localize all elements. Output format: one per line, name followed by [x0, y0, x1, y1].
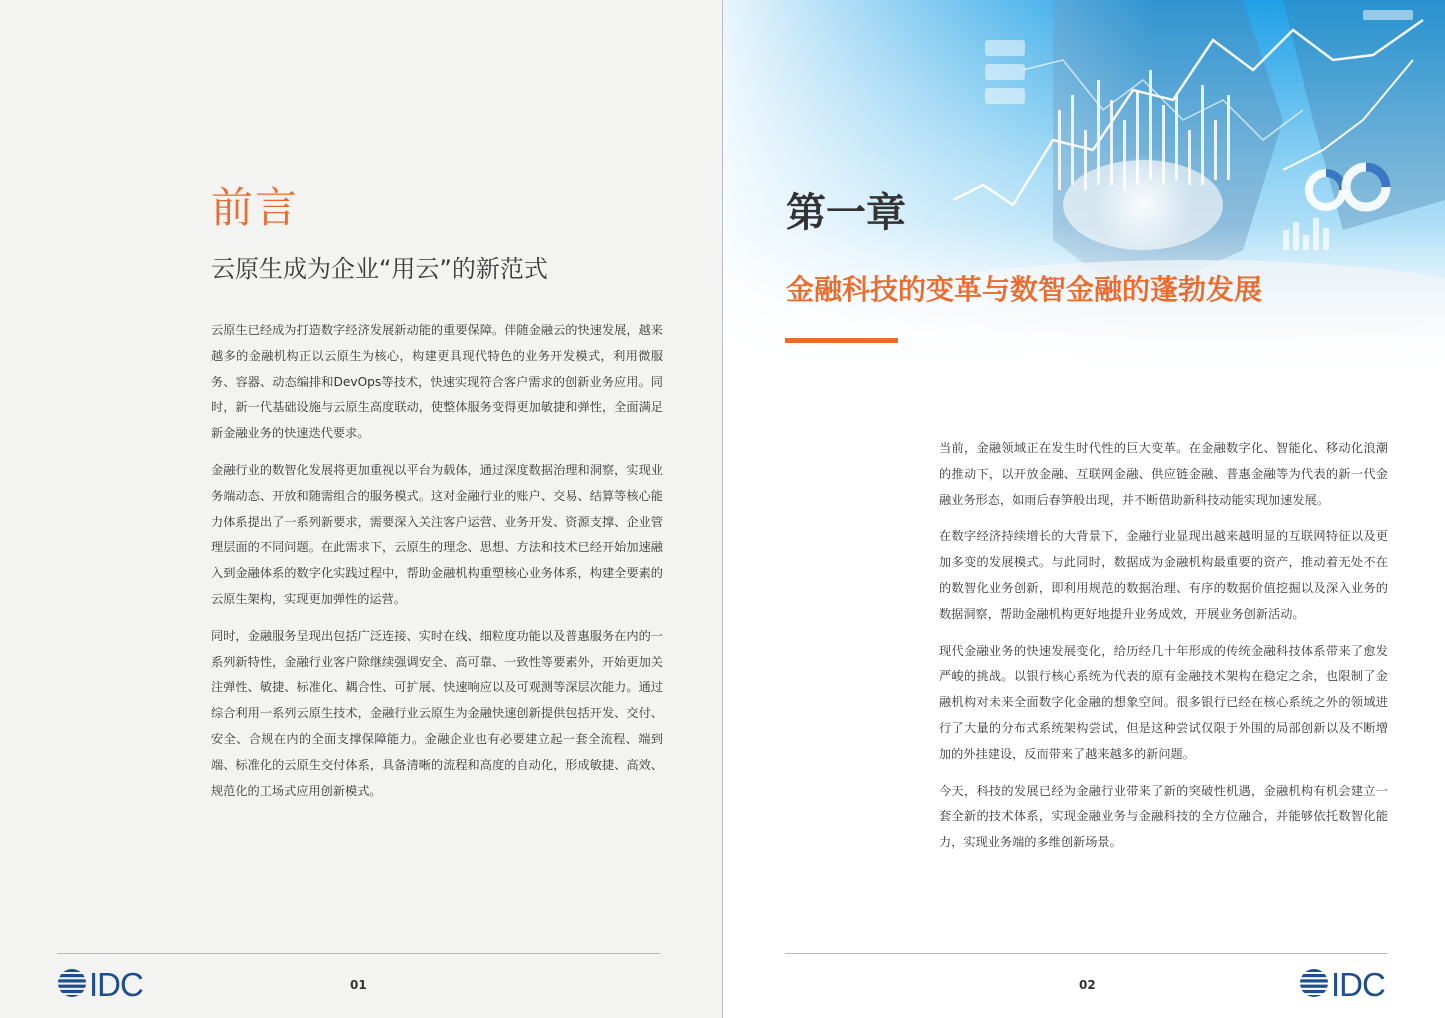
- footer-divider: [785, 953, 1388, 954]
- footer-divider: [57, 953, 660, 954]
- left-page: [0, 0, 722, 1018]
- preface-title: 前言: [211, 183, 300, 232]
- chapter-paragraph-2: 在数字经济持续增长的大背景下，金融行业显现出越来越明显的互联网特征以及更加多变的发展模式。与此同时，数据成为金融机构最重要的资产，推动着无处不在的数智化业务创新，即利用规范的数据治理、有序的数据价值挖掘以及深入业务的数据洞察，帮助金融机构更好地提升业务成效，开展业务创新活动。: [939, 529, 1388, 621]
- page-number: 02: [1079, 978, 1096, 992]
- idc-logo: [57, 968, 143, 1002]
- chapter-accent-bar: [785, 338, 898, 343]
- page-number: 01: [350, 978, 367, 992]
- chapter-paragraph-1: 当前，金融领域正在发生时代性的巨大变革。在金融数字化、智能化、移动化浪潮的推动下，以开放金融、互联网金融、供应链金融、普惠金融等为代表的新一代金融业务形态，如雨后春笋般出现，并不断借助新科技动能实现加速发展。: [939, 441, 1388, 507]
- chapter-title: 金融科技的变革与数智金融的蓬勃发展: [786, 273, 1263, 306]
- idc-logo-text: IDC: [1331, 966, 1385, 1003]
- chapter-paragraph-4: 今天，科技的发展已经为金融行业带来了新的突破性机遇，金融机构有机会建立一套全新的技术体系，实现金融业务与金融科技的全方位融合，并能够依托数智化能力，实现业务端的多维创新场景。: [939, 783, 1388, 850]
- chapter-paragraph-3: 现代金融业务的快速发展变化，给历经几十年形成的传统金融科技体系带来了愈发严峻的挑战。以银行核心系统为代表的原有金融技术架构在稳定之余，也限制了金融机构对未来全面数字化金融的想象空间。很多银行已经在核心系统之外的领域进行了大量的分布式系统架构尝试，但是这种尝试仅限于外围的局部创新以及不断增加的外挂建设，反而带来了越来越多的新问题。: [939, 643, 1388, 761]
- preface-body: [211, 318, 663, 815]
- idc-globe-logo-icon: [57, 968, 87, 1002]
- preface-paragraph-2: 金融行业的数智化发展将更加重视以平台为载体，通过深度数据治理和洞察，实现业务端动态、开放和随需组合的服务模式。这对金融行业的账户、交易、结算等核心能力体系提出了一系列新要求，需要深入关注客户运营、业务开发、资源支撑、企业管理层面的不同问题。在此需求下，云原生的理念、思想、方法和技术已经开始加速融入到金融体系的数字化实践过程中，帮助金融机构重塑核心业务体系，构建全要素的云原生架构，实现更加弹性的运营。: [211, 462, 663, 606]
- idc-globe-logo-icon: [1299, 968, 1329, 1002]
- preface-subtitle: 云原生成为企业“用云”的新范式: [211, 255, 548, 283]
- idc-logo-text: IDC: [89, 966, 143, 1003]
- idc-logo: [1299, 968, 1385, 1002]
- chapter-label: 第一章: [786, 190, 906, 236]
- preface-paragraph-3: 同时，金融服务呈现出包括广泛连接、实时在线、细粒度功能以及普惠服务在内的一系列新特性，金融行业客户除继续强调安全、高可靠、一致性等要素外，开始更加关注弹性、敏捷、标准化、耦合性、可扩展、快速响应以及可观测等深层次能力。通过综合利用一系列云原生技术，金融行业云原生为金融快速创新提供包括开发、交付、安全、合规在内的全面支撑保障能力。金融企业也有必要建立起一套全流程、端到端、标准化的云原生交付体系，具备清晰的流程和高度的自动化，形成敏捷、高效、规范化的工场式应用创新模式。: [211, 628, 663, 798]
- right-page: [723, 0, 1445, 1018]
- preface-paragraph-1: 云原生已经成为打造数字经济发展新动能的重要保障。伴随金融云的快速发展，越来越多的金融机构正以云原生为核心，构建更具现代特色的业务开发模式，利用微服务、容器、动态编排和DevOps等技术，快速实现符合客户需求的创新业务应用。同时，新一代基础设施与云原生高度联动，使整体服务变得更加敏捷和弹性，全面满足新金融业务的快速迭代要求。: [211, 323, 663, 441]
- chapter-body: [939, 436, 1388, 867]
